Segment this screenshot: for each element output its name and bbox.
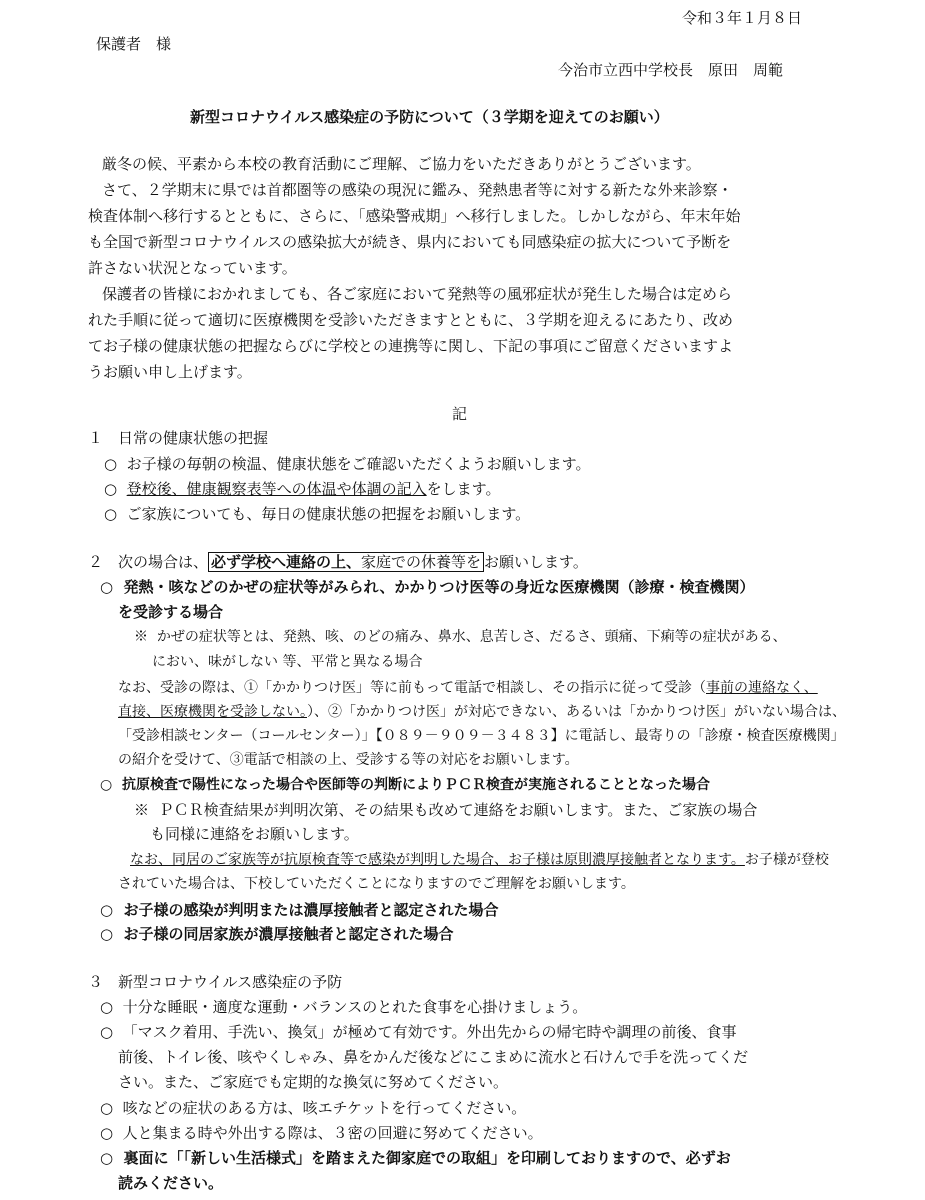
intro-line: 保護者の皆様におかれましても、各ご家庭において発熱等の風邪症状が発生した場合は定めら [102,285,733,303]
consult-line [118,676,818,700]
letter-date: 令和３年１月８日 [682,9,803,27]
case-text: 発熱・咳などのかぜの症状等がみられ、かかりつけ医等の身近な医療機関（診療・検査機関） [123,578,755,596]
case-text: お子様の感染が判明または濃厚接触者と認定された場合 [123,901,499,919]
note1 [134,625,787,649]
list-item [100,1121,543,1145]
intro-line: 厳冬の候、平素から本校の教育活動にご理解、ご協力をいただきありがとうございます。 [102,155,701,173]
heading-text: ２ 次の場合は、 [88,553,209,571]
cohabitant-note-cont: されていた場合は、下校していただくことになりますのでご理解をお願いします。 [118,876,635,892]
list-item [104,477,500,501]
bullet-circle: ○ [104,455,118,473]
bullet-circle: ○ [100,578,114,596]
item-text: 「マスク着用、手洗い、換気」が極めて有効です。外出先からの帰宅時や調理の前後、食事 [122,1023,737,1041]
note-text: ＰＣＲ検査結果が判明次第、その結果も改めて連絡をお願いします。また、ご家族の場合 [158,801,758,819]
list-item [104,502,530,526]
note1-cont: におい、味がしない 等、平常と異なる場合 [152,654,423,670]
note2-cont: も同様に連絡をお願いします。 [150,825,359,843]
consult-text-underlined: 事前の連絡なく、 [706,680,818,696]
heading-text: お願いします。 [484,553,588,571]
bullet-circle: ○ [100,901,114,919]
item-text: 咳などの症状のある方は、咳エチケットを行ってください。 [122,1099,527,1117]
list-item-cont: 前後、トイレ後、咳やくしゃみ、鼻をかんだ後などにこまめに流水と石けんで手を洗ってくだ [118,1048,749,1066]
bullet-circle: ○ [100,1149,114,1167]
case4 [100,922,454,946]
section1-heading: １ 日常の健康状態の把握 [88,429,269,447]
cohabitant-underlined: なお、同居のご家族等が抗原検査等で感染が判明した場合、お子様は原則濃厚接触者となります。 [130,852,745,868]
list-item [100,1146,731,1170]
note-mark: ※ [134,629,148,645]
letter-title: 新型コロナウイルス感染症の予防について（３学期を迎えてのお願い） [190,108,669,126]
list-item [100,1096,526,1120]
section3-heading: ３ 新型コロナウイルス感染症の予防 [88,973,343,991]
case1 [100,575,754,599]
item-text: ご家族についても、毎日の健康状態の把握をお願いします。 [126,505,531,523]
sender: 今治市立西中学校長 原田 周範 [558,61,784,79]
intro-line: も全国で新型コロナウイルスの感染拡大が続き、県内においても同感染症の拡大について予断を [88,233,732,251]
list-item-cont: さい。また、ご家庭でも定期的な換気に努めてください。 [118,1073,509,1091]
consult-text: ）、②「かかりつけ医」が対応できない、あるいは「かかりつけ医」がいない場合は、 [307,704,846,720]
bullet-circle: ○ [104,505,118,523]
item-text: 十分な睡眠・適度な運動・バランスのとれた食事を心掛けましょう。 [122,998,588,1016]
consult-line: 「受診相談センター（コールセンター）」【０８９－９０９－３４８３】に電話し、最寄りの「診療・検査医療機関」 [118,728,845,744]
bullet-circle: ○ [104,480,118,498]
addressee: 保護者 様 [96,35,172,53]
consult-line [118,700,846,724]
heading-text: 家庭での休養等を [361,553,482,571]
bullet-circle: ○ [100,777,113,793]
section2-heading [88,550,588,574]
consult-line: の紹介を受けて、③電話で相談の上、受診する等の対応をお願いします。 [118,752,579,768]
intro-line: 許さない状況となっています。 [88,259,297,277]
note2 [134,798,757,822]
item-text: 人と集まる時や外出する際は、３密の回避に努めてください。 [122,1124,543,1142]
note-mark: ※ [134,801,150,819]
bullet-circle: ○ [100,998,114,1016]
boxed-emphasis [208,552,484,572]
item-text: お子様の毎朝の検温、健康状態をご確認いただくようお願いします。 [126,455,591,473]
intro-line: さて、２学期末に県では首都圏等の感染の現況に鑑み、発熱患者等に対する新たな外来診察・ [102,181,733,199]
bullet-circle: ○ [100,1099,114,1117]
bold-text: 必ず学校へ連絡の上、 [211,553,362,571]
case2 [100,773,710,797]
ki-marker: 記 [452,405,468,423]
intro-paragraph [88,152,848,382]
case3 [100,898,499,922]
consult-text: なお、受診の際は、①「かかりつけ医」等に前もって電話で相談し、その指示に従って受診（ [118,680,706,696]
item-text: をします。 [426,480,501,498]
item-text-underlined: 登校後、健康観察表等への体温や体調の記入 [126,480,427,498]
case-text: 抗原検査で陽性になった場合や医師等の判断によりＰＣＲ検査が実施されることとなった場合 [121,777,710,793]
case1-cont: を受診する場合 [118,603,224,621]
item-text: 裏面に「「新しい生活様式」を踏まえた御家庭での取組」を印刷しておりますので、必ずお [123,1149,731,1167]
list-item [100,1020,736,1044]
intro-line: れた手順に従って適切に医療機関を受診いただきますとともに、３学期を迎えるにあたり、改め [88,311,734,329]
cohabitant-note [130,848,829,872]
list-item [104,452,590,476]
intro-line: 検査体制へ移行するとともに、さらに、「感染警戒期」へ移行しました。しかしながら、年末年始 [88,207,741,225]
bullet-circle: ○ [100,925,114,943]
list-item [100,995,587,1019]
cohabitant-text: お子様が登校 [744,852,829,868]
intro-line: てお子様の健康状態の把握ならびに学校との連携等に関し、下記の事項にご留意くださいますよ [88,337,734,355]
case-text: お子様の同居家族が濃厚接触者と認定された場合 [123,925,454,943]
bullet-circle: ○ [100,1023,114,1041]
note-text: かぜの症状等とは、発熱、咳、のどの痛み、鼻水、息苦しさ、だるさ、頭痛、下痢等の症状がある、 [156,629,787,645]
list-item-cont: 読みください。 [118,1174,224,1192]
intro-line: うお願い申し上げます。 [88,363,252,381]
bullet-circle: ○ [100,1124,114,1142]
consult-text-underlined: 直接、医療機関を受診しない。 [118,704,307,720]
